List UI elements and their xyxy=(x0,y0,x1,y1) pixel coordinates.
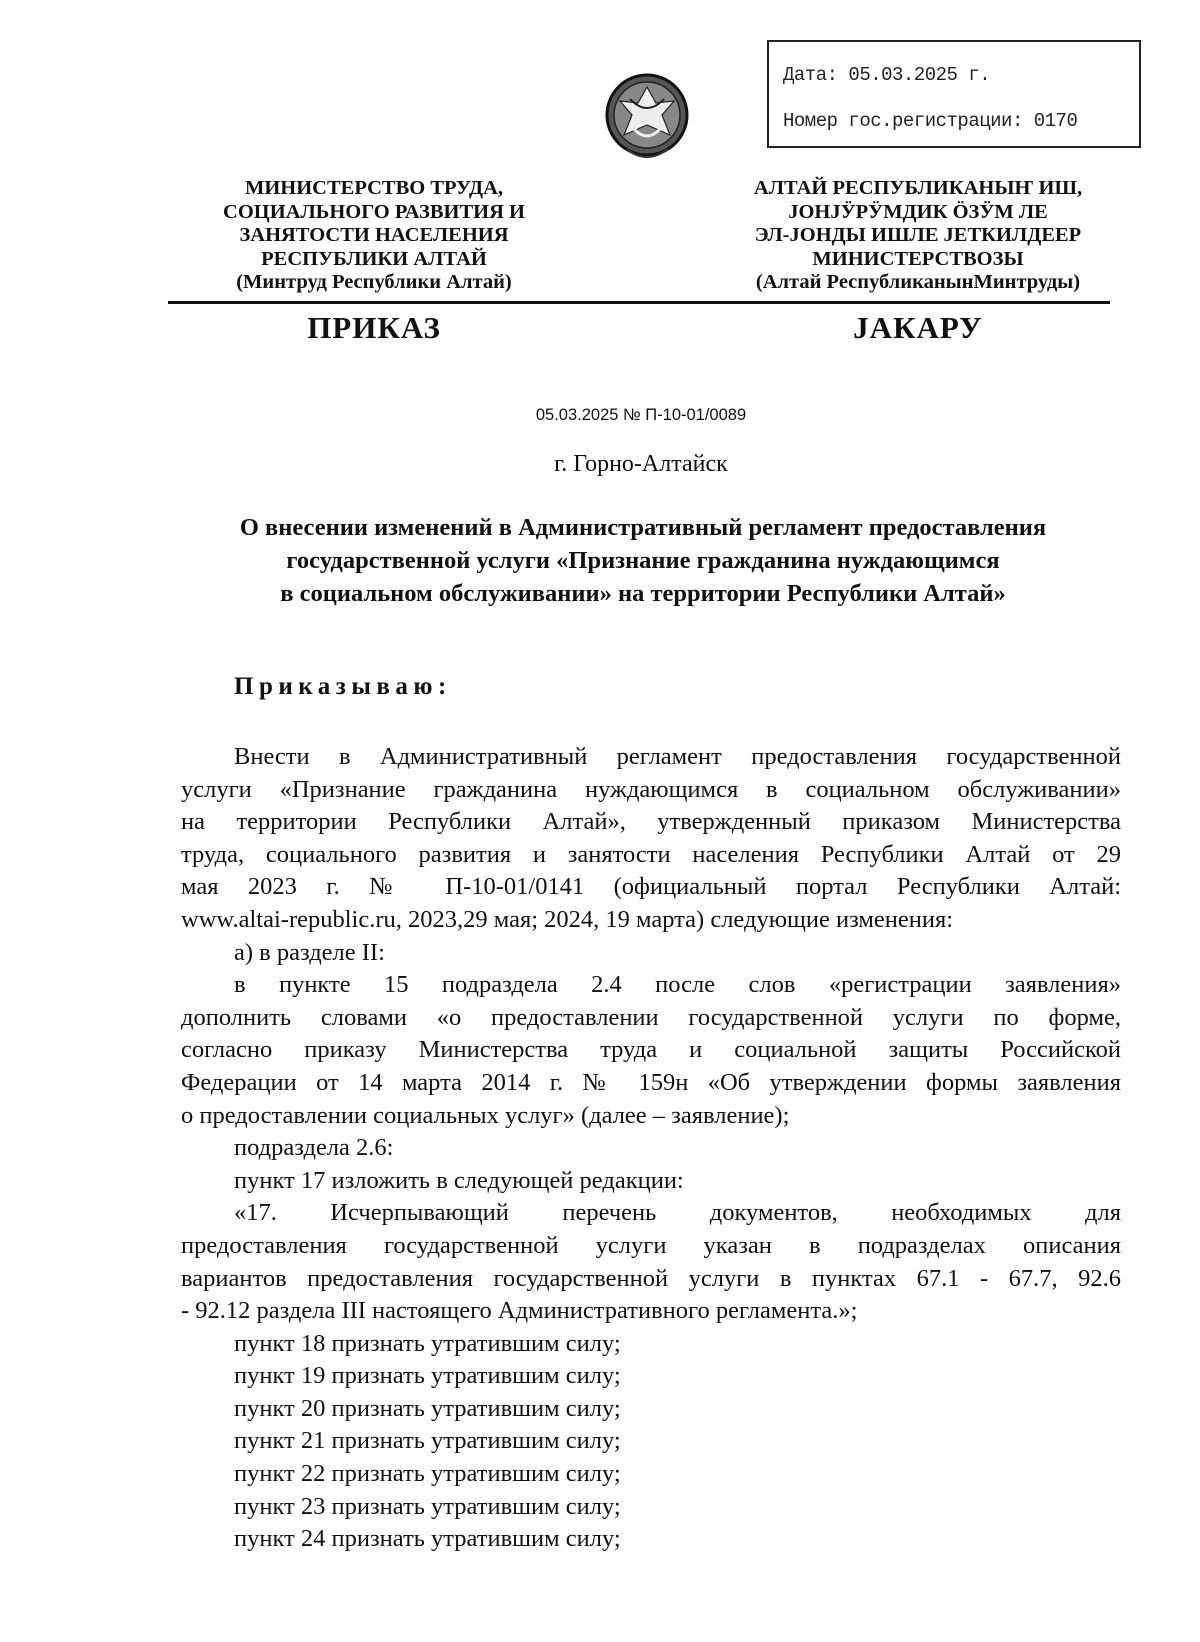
body-line: - 92.12 раздела III настоящего Административного регламента.»; xyxy=(181,1297,858,1325)
body-line: согласно приказу Министерства труда и социальной защиты Российской xyxy=(181,1036,1121,1064)
document-body xyxy=(181,741,1121,1556)
city-name: г. Горно-Алтайск xyxy=(554,451,728,477)
body-line: пункт 17 изложить в следующей редакции: xyxy=(234,1166,684,1194)
body-line: пункт 23 признать утратившим силу; xyxy=(234,1492,621,1520)
body-line: пункт 19 признать утратившим силу; xyxy=(234,1362,621,1390)
order-number: 05.03.2025 № П-10-01/0089 xyxy=(535,406,747,424)
body-line: пункт 18 признать утратившим силу; xyxy=(234,1329,621,1357)
coat-of-arms-emblem xyxy=(604,69,690,169)
org-left-line: РЕСПУБЛИКИ АЛТАЙ xyxy=(261,247,487,270)
body-line: на территории Республики Алтай», утвержденный приказом Министерства xyxy=(181,808,1121,836)
order-verb: Приказываю: xyxy=(234,673,452,700)
body-line: мая 2023 г. № П-10-01/0141 (официальный портал Республики Алтай: xyxy=(181,873,1121,901)
org-left-line: СОЦИАЛЬНОГО РАЗВИТИЯ И xyxy=(223,200,525,223)
body-line: подраздела 2.6: xyxy=(234,1134,394,1162)
body-line: а) в разделе II: xyxy=(234,938,385,966)
header-divider xyxy=(168,301,1110,304)
order-title-russian: ПРИКАЗ xyxy=(307,310,441,345)
body-line: дополнить словами «о предоставлении государственной услуги по форме, xyxy=(181,1003,1121,1031)
registration-stamp xyxy=(767,40,1141,148)
body-line: услуги «Признание гражданина нуждающимся в социальном обслуживании» xyxy=(181,775,1121,803)
org-right-line: (Алтай РеспубликанынМинтруды) xyxy=(755,271,1081,293)
document-title xyxy=(170,511,1116,610)
org-left-line: ЗАНЯТОСТИ НАСЕЛЕНИЯ xyxy=(239,224,509,246)
org-left-line: (Минтруд Республики Алтай) xyxy=(236,271,512,293)
body-line: предоставления государственной услуги указан в подразделах описания xyxy=(181,1231,1121,1259)
body-line: «17. Исчерпывающий перечень документов, необходимых для xyxy=(234,1199,1121,1227)
body-line: вариантов предоставления государственной услуги в пунктах 67.1 - 67.7, 92.6 xyxy=(181,1264,1121,1292)
title-line: О внесении изменений в Административный регламент предоставления xyxy=(239,514,1047,541)
registration-date: Дата: 05.03.2025 г. xyxy=(783,64,991,86)
body-line: пункт 21 признать утратившим силу; xyxy=(234,1427,621,1455)
ministry-name-russian xyxy=(170,177,578,295)
body-line: труда, социального развития и занятости населения Республики Алтай от 29 xyxy=(181,840,1121,868)
org-right-line: ЭЛ-ЈОНДЫ ИШЛЕ ЈЕТКИЛДЕЕР xyxy=(754,224,1082,246)
title-line: государственной услуги «Признание гражданина нуждающимся xyxy=(286,547,1000,574)
org-right-line: АЛТАЙ РЕСПУБЛИКАНЫҤ ИШ, xyxy=(753,177,1083,199)
title-line: в социальном обслуживании» на территории Республики Алтай» xyxy=(280,580,1006,607)
body-line: Внести в Административный регламент предоставления государственной xyxy=(234,743,1121,770)
org-left-line: МИНИСТЕРСТВО ТРУДА, xyxy=(244,177,504,199)
order-title-altai: ЈАКАРУ xyxy=(853,310,983,345)
body-line: пункт 22 признать утратившим силу; xyxy=(234,1460,621,1488)
body-line: пункт 24 признать утратившим силу; xyxy=(234,1525,621,1553)
org-right-line: МИНИСТЕРСТВОЗЫ xyxy=(812,247,1024,270)
body-line: Федерации от 14 марта 2014 г. № 159н «Об утверждении формы заявления xyxy=(181,1068,1121,1096)
body-line: в пункте 15 подраздела 2.4 после слов «регистрации заявления» xyxy=(234,971,1121,999)
org-right-line: ЈОНЈӰРӰМДИК ӦЗӰМ ЛЕ xyxy=(788,200,1048,223)
registration-number: Номер гос.регистрации: 0170 xyxy=(783,110,1078,132)
body-line: о предоставлении социальных услуг» (далее – заявление); xyxy=(181,1101,790,1129)
body-line: www.altai-republic.ru, 2023,29 мая; 2024, 19 марта) следующие изменения: xyxy=(181,905,954,933)
body-line: пункт 20 признать утратившим силу; xyxy=(234,1394,621,1422)
ministry-name-altai xyxy=(700,177,1136,295)
